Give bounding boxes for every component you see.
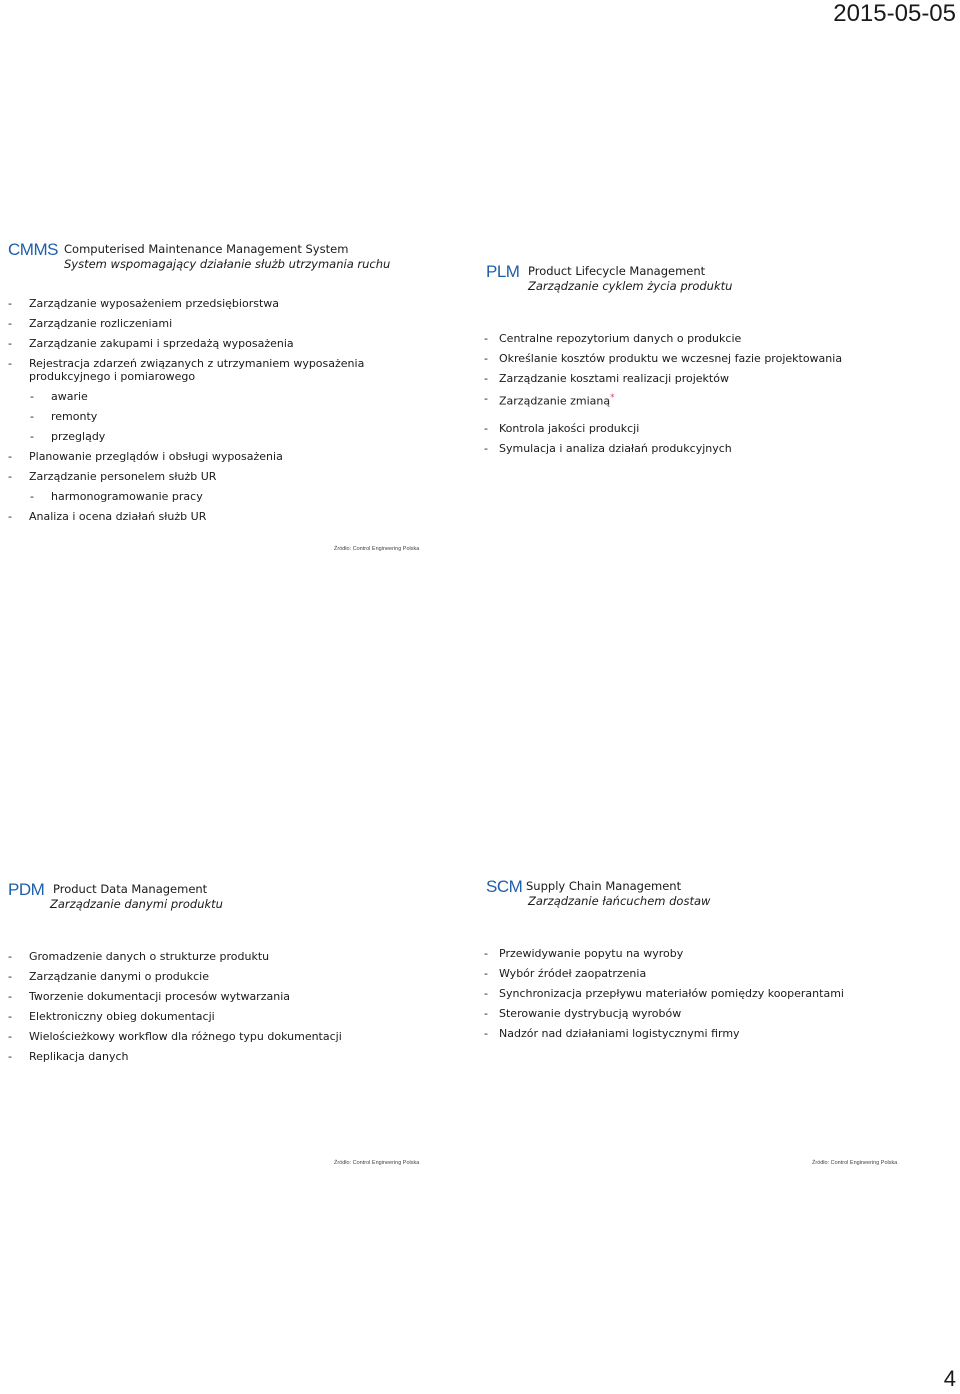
slide-subtitle: Zarządzanie łańcuchem dostaw <box>528 894 711 908</box>
list-item: - Sterowanie dystrybucją wyrobów <box>484 1007 682 1020</box>
bullet-list <box>8 297 364 523</box>
list-item: - Symulacja i analiza działań produkcyjnych <box>484 441 732 455</box>
bullet-list <box>484 332 842 455</box>
list-item: - Przewidywanie popytu na wyroby <box>484 947 684 960</box>
slide-subtitle: Zarządzanie cyklem życia produktu <box>528 279 733 293</box>
bullet-list <box>8 950 342 1063</box>
list-item: - Zarządzanie wyposażeniem przedsiębiorstwa <box>8 297 279 310</box>
slide-title-block <box>64 242 390 272</box>
list-item: - Gromadzenie danych o strukturze produktu <box>8 950 270 963</box>
slide-subtitle: Zarządzanie danymi produktu <box>50 897 223 911</box>
list-subitem: - przeglądy <box>30 430 106 443</box>
bullet-list <box>484 947 844 1040</box>
list-item: - Nadzór nad działaniami logistycznymi firmy <box>484 1027 740 1040</box>
slide-subtitle: System wspomagający działanie służb utrzymania ruchu <box>64 257 391 271</box>
list-item: - Zarządzanie danymi o produkcie <box>8 970 209 983</box>
slide-abbreviation: SCM <box>486 877 523 896</box>
list-item: - Tworzenie dokumentacji procesów wytwarzania <box>8 990 290 1003</box>
asterisk-mark: * <box>610 393 615 403</box>
slide-title-block <box>528 264 732 294</box>
list-item: - Rejestracja zdarzeń związanych z utrzymaniem wyposażenia <box>8 357 365 370</box>
slide-abbreviation: PLM <box>486 262 520 281</box>
list-item: - Zarządzanie rozliczeniami <box>8 317 173 330</box>
list-item: - Zarządzanie zakupami i sprzedażą wyposażenia <box>8 337 294 350</box>
list-subitem: - remonty <box>30 410 98 423</box>
list-item: - Elektroniczny obieg dokumentacji <box>8 1010 215 1023</box>
list-item: - Kontrola jakości produkcji <box>484 421 640 435</box>
source-note: Źródło: Control Engineering Polska <box>334 546 420 552</box>
slide-abbreviation: CMMS <box>8 240 58 259</box>
slide-title-block <box>50 882 223 912</box>
slide-title: Product Data Management <box>53 882 208 896</box>
list-item: - Centralne repozytorium danych o produkcie <box>484 332 742 345</box>
slide-title-block <box>526 879 710 909</box>
source-note: Źródło: Control Engineering Polska <box>334 1160 420 1166</box>
list-item: - Planowanie przeglądów i obsługi wyposażenia <box>8 450 283 463</box>
list-subitem: - awarie <box>30 390 88 403</box>
list-subitem: - harmonogramowanie pracy <box>30 490 203 503</box>
slide-title: Product Lifecycle Management <box>528 264 706 278</box>
source-note: Źródło: Control Engineering Polska <box>812 1160 898 1166</box>
page-number: 4 <box>943 1366 956 1391</box>
list-item: - Synchronizacja przepływu materiałów pomiędzy kooperantami <box>484 987 844 1000</box>
list-item: - Zarządzanie personelem służb UR <box>8 470 217 483</box>
list-item: - Replikacja danych <box>8 1050 129 1063</box>
list-item: - Analiza i ocena działań służb UR <box>8 510 207 523</box>
list-item: - Określanie kosztów produktu we wczesnej fazie projektowania <box>484 352 843 365</box>
document-date: 2015-05-05 <box>833 0 956 27</box>
slide-title: Computerised Maintenance Management System <box>64 242 349 256</box>
list-item: - Zarządzanie zmianą* <box>484 392 615 408</box>
list-item: - Zarządzanie kosztami realizacji projektów <box>484 372 729 385</box>
slide-title: Supply Chain Management <box>526 879 682 893</box>
list-item-continuation: produkcyjnego i pomiarowego <box>29 370 196 383</box>
list-item: - Wybór źródeł zaopatrzenia <box>484 967 647 980</box>
slide-abbreviation: PDM <box>8 880 45 899</box>
list-item: - Wielościeżkowy workflow dla różnego typu dokumentacji <box>8 1030 342 1043</box>
